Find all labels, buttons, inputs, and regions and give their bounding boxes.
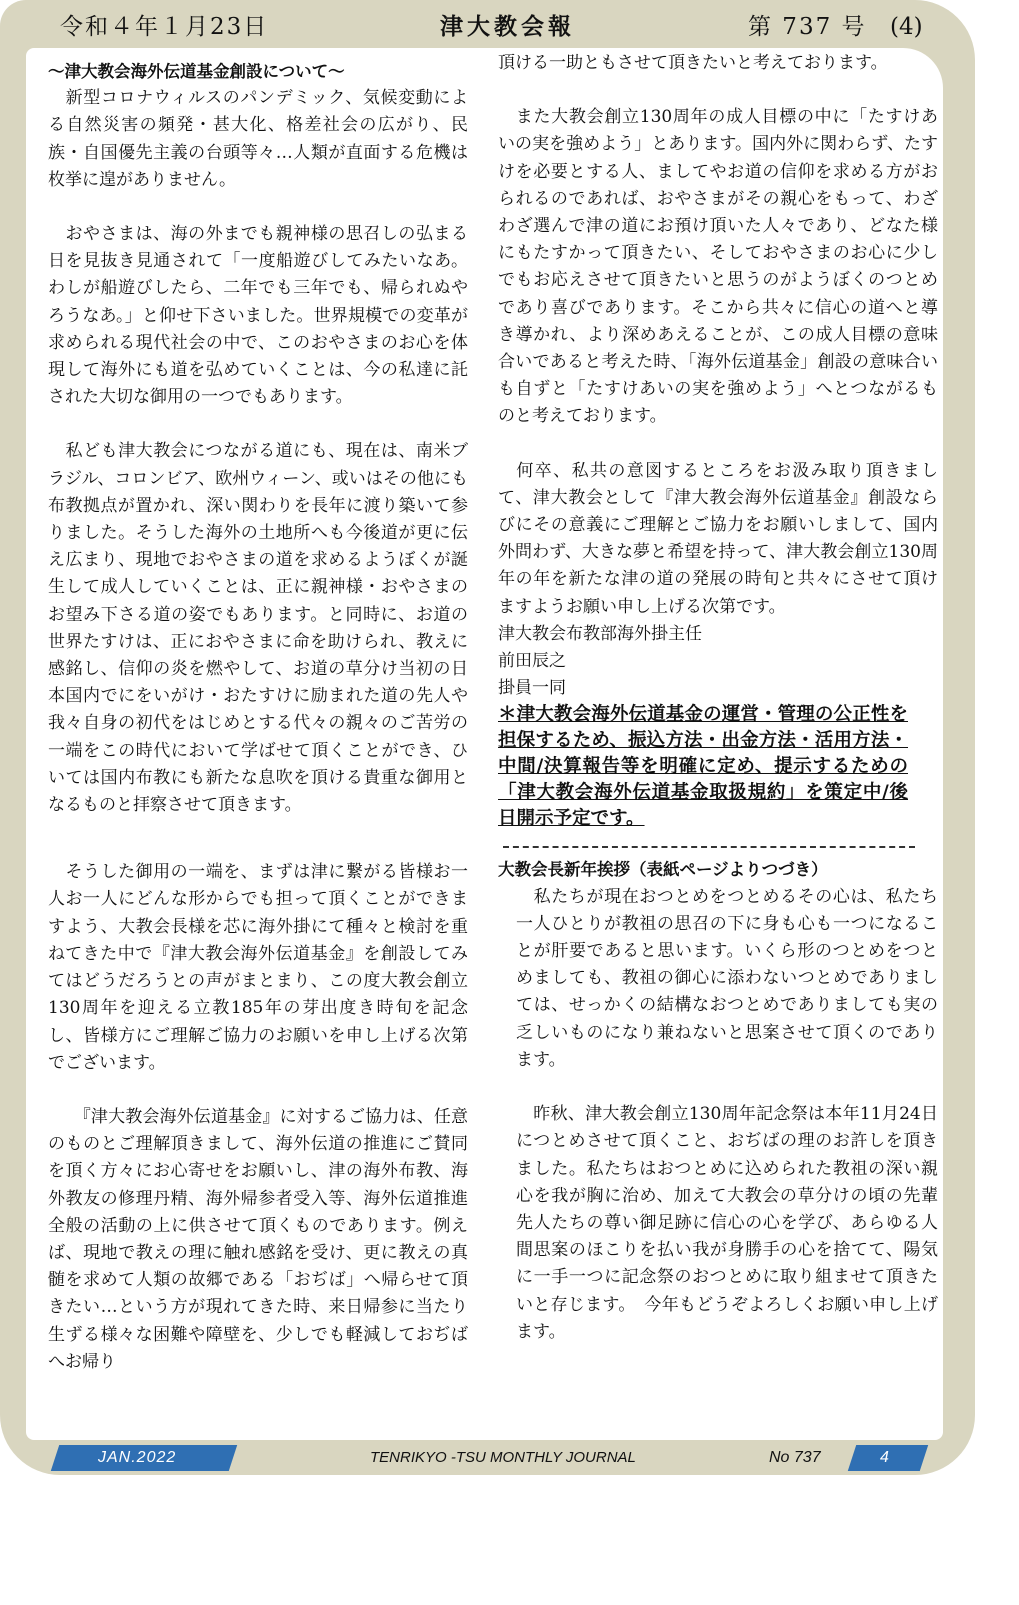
signature-name: 前田辰之 — [498, 651, 566, 672]
footer-month: JAN.2022 — [98, 1449, 177, 1466]
left-paragraph-1: 新型コロナウィルスのパンデミック、気候変動による自然災害の頻発・甚大化、格差社会の広がり、民族・自国優先主義の台頭等々…人類が直面する危機は枚挙に遑がありません。 — [48, 88, 468, 190]
spacer — [48, 194, 468, 221]
footer-issue-number: No 737 — [769, 1449, 821, 1466]
right-paragraph-2: また大教会創立130周年の成人目標の中に「たすけあいの実を強めよう」とあります。国内外に関わらず、たすけを必要とする人、ましてやお道の信仰を求める方がおられるのであれば、おやさまがその親心をもって、わざわざ選んで津の道にお預け頂いた人々であり、どなた様にもたすかって頂きたい、そしておやさまのお心に少しでもお応えさせて頂きたいと思うのがようぼくのつとめであり喜びであります。そこから共々に信心の道へと導き導かれ、より深めあえることが、この成人目標の意味合いであると考えた時、「海外伝道基金」創設の意味合いも自ずと「たすけあいの実を強めよう」へとつながるものと考えております。 — [498, 107, 938, 427]
left-paragraph-5: 『津大教会海外伝道基金』に対するご協力は、任意のものとご理解頂きまして、海外伝道の推進にご賛同を頂く方々にお心寄せをお願いし、津の海外布教、海外教友の修理丹精、海外帰参者受入等、海外伝道推進全般の活動の上に供させて頂くものであります。例えば、現地で教えの理に触れ感銘を受け、更に教えの真髄を求めて人類の故郷である「おぢば」へ帰らせて頂きたい…という方が現れてきた時、来日帰参に当たり生ずる様々な困難や障壁を、少しでも軽減しておぢばへお帰り — [48, 1106, 468, 1372]
spacer — [48, 1077, 468, 1104]
spacer — [498, 431, 938, 458]
article-title: ～津大教会海外伝道基金創設について～ — [48, 62, 345, 81]
signature-dept: 津大教会布教部海外掛主任 — [498, 623, 702, 644]
left-paragraph-3: 私ども津大教会につながる道にも、現在は、南米ブラジル、コロンビア、欧州ウィーン、或いはその他にも布教拠点が置かれ、深い関わりを長年に渡り築いて参りました。そうした海外の土地所へも今後道が更に伝え広まり、現地でおやさまの道を求めるようぼくが誕生して成人していくことは、正に親神様・おやさまのお望み下さる道の姿でもあります。と同時に、お道の世界たすけは、正におやさまに命を助けられ、教えに感銘し、信仰の炎を燃やして、お道の草分け当初の日本国内でにをいがけ・おたすけに励まれた道の先人や我々自身の初代をはじめとする代々の親々のご苦労の一端をこの時代において学ばせて頂くことができ、ひいては国内布教にも新たな息吹を頂ける貴重な御用となるものと拝察させて頂きます。 — [48, 441, 468, 816]
header-issue: 第 737 号 — [748, 14, 867, 40]
fund-notice: ＊津大教会海外伝道基金の運営・管理の公正性を担保するため、振込方法・出金方法・活用方法・中間/決算報告等を明確に定め、提示するための「津大教会海外伝道基金取扱規約」を策定中/後日開示予定です。 — [498, 704, 908, 830]
signature-staff: 掛員一同 — [498, 678, 566, 699]
left-column — [48, 58, 468, 1376]
header-date: 令和４年１月23日 — [60, 14, 269, 40]
spacer — [498, 77, 938, 104]
right-paragraph-3: 何卒、私共の意図するところをお汲み取り頂きまして、津大教会として『津大教会海外伝道基金』創設ならびにその意義にご理解とご協力をお願いしまして、国内外問わず、大きな夢と希望を持って、津大教会創立130周年の年を新たな津の道の発展の時旬と共々にさせて頂けますようお願い申し上げる次第です。 — [498, 460, 938, 617]
right-paragraph-4: 私たちが現在おつとめをつとめるその心は、私たち一人ひとりが教祖の思召の下に身も心も一つになることが肝要であると思います。いくら形のつとめをつとめましても、教祖の御心に添わないつとめでありましては、せっかくの結構なおつとめでありましても実の乏しいものになり兼ねないと思案させて頂くのであります。 — [516, 886, 938, 1070]
header-page: (4) — [890, 14, 923, 40]
footer-page-number: 4 — [880, 1449, 889, 1466]
spacer — [498, 1074, 938, 1101]
dashed-divider — [503, 846, 915, 848]
left-paragraph-2: おやさまは、海の外までも親神様の思召しの弘まる日を見抜き見通されて「一度船遊びしてみたいなあ。わしが船遊びしたら、二年でも三年でも、帰られぬやろうなあ。」と仰せ下さいました。世界規模での変革が求められる現代社会の中で、このおやさまのお心を体現して海外にも道を弘めていくことは、今の私達に託された大切な御用の一つでもあります。 — [48, 224, 468, 408]
spacer — [48, 411, 468, 438]
right-column — [498, 50, 938, 1346]
right-paragraph-1: 頂ける一助ともさせて頂きたいと考えております。 — [498, 53, 888, 73]
header-title: 津大教会報 — [440, 13, 575, 40]
spacer — [48, 819, 468, 859]
left-paragraph-4: そうした御用の一端を、まずは津に繋がる皆様お一人お一人にどんな形からでも担って頂くことができますよう、大教会長様を芯に海外掛にて種々と検討を重ねてきた中で『津大教会海外伝道基金』を創設してみてはどうだろうとの声がまとまり、この度大教会創立130周年を迎える立教185年の芽出度き時旬を記念し、皆様方にご理解ご協力のお願いを申し上げる次第でございます。 — [48, 862, 468, 1073]
right-paragraph-5: 昨秋、津大教会創立130周年記念祭は本年11月24日につとめさせて頂くこと、おぢばの理のお許しを頂きました。私たちはおつとめに込められた教祖の深い親心を我が胸に治め、加えて大教会の草分けの頃の先輩先人たちの尊い御足跡に信心の心を学び、あらゆる人間思案のほこりを払い我が身勝手の心を捨てて、陽気に一手一つに記念祭のおつとめに取り組ませて頂きたいと存じます。 今年もどうぞよろしくお願い申し上げます。 — [516, 1104, 938, 1342]
new-year-greeting-title: 大教会長新年挨拶（表紙ページよりつづき） — [498, 860, 828, 880]
footer-journal-name: TENRIKYO -TSU MONTHLY JOURNAL — [370, 1449, 636, 1466]
